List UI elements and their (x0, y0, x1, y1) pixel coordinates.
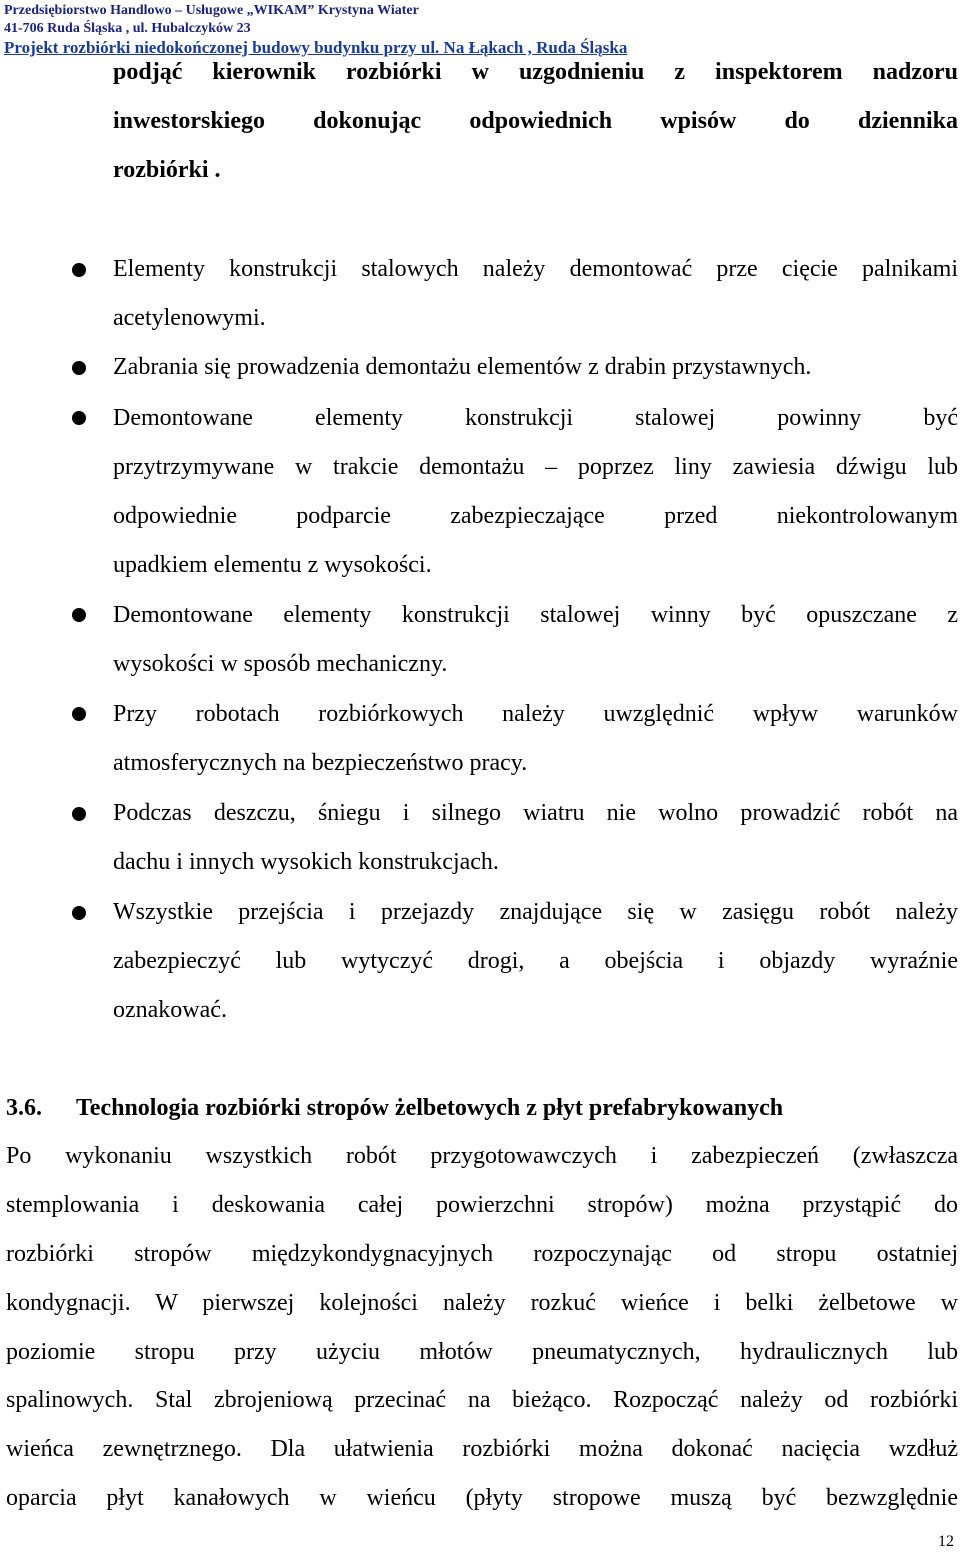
bullet-text-line: zabezpieczyć lub wytyczyć drogi, a obejścia i objazdy wyraźnie (113, 948, 958, 974)
bullet-text-line: atmosferycznych na bezpieczeństwo pracy. (113, 750, 528, 776)
paragraph-line: spalinowych. Stal zbrojeniową przecinać na bieżąco. Rozpocząć należy od rozbiórki (6, 1387, 958, 1413)
bullet-marker (72, 608, 86, 622)
section-heading (6, 1093, 783, 1123)
paragraph-line: oparcia płyt kanałowych w wieńcu (płyty stropowe muszą być bezwzględnie (6, 1485, 958, 1511)
paragraph-line: poziomie stropu przy użyciu młotów pneumatycznych, hydraulicznych lub (6, 1339, 958, 1365)
section-number: 3.6. (6, 1095, 42, 1121)
header-project: Projekt rozbiórki niedokończonej budowy budynku przy ul. Na Łąkach , Ruda Śląska (4, 38, 628, 57)
paragraph-line: rozbiórki stropów międzykondygnacyjnych rozpoczynając od stropu ostatniej (6, 1241, 958, 1267)
bullet-marker (72, 906, 86, 920)
bullet-text-line: Wszystkie przejścia i przejazdy znajdujące się w zasięgu robót należy (113, 899, 958, 925)
bullet-text-line: przytrzymywane w trakcie demontażu – poprzez liny zawiesia dźwigu lub (113, 454, 958, 480)
bullet-text-line: Demontowane elementy konstrukcji stalowej winny być opuszczane z (113, 602, 958, 628)
bullet-text-line: Zabrania się prowadzenia demontażu elementów z drabin przystawnych. (113, 354, 812, 380)
bullet-text-line: wysokości w sposób mechaniczny. (113, 651, 448, 677)
bullet-text-line: Elementy konstrukcji stalowych należy demontować prze cięcie palnikami (113, 256, 958, 282)
document-header (4, 2, 627, 57)
intro-line: podjąć kierownik rozbiórki w uzgodnieniu z inspektorem nadzoru (113, 59, 958, 85)
page-number: 12 (938, 1533, 954, 1550)
header-company: Przedsiębiorstwo Handlowo – Usługowe „WIKAM” Krystyna Wiater (4, 3, 419, 18)
intro-line: inwestorskiego dokonując odpowiednich wpisów do dziennika (113, 108, 958, 134)
paragraph-line: wieńca zewnętrznego. Dla ułatwienia rozbiórki można dokonać nacięcia wzdłuż (6, 1436, 958, 1462)
paragraph-line: stemplowania i deskowania całej powierzchni stropów) można przystąpić do (6, 1192, 958, 1218)
bullet-text-line: Demontowane elementy konstrukcji stalowej powinny być (113, 405, 958, 431)
bullet-text-line: dachu i innych wysokich konstrukcjach. (113, 849, 499, 875)
bullet-text-line: odpowiednie podparcie zabezpieczające przed niekontrolowanym (113, 503, 958, 529)
paragraph-line: kondygnacji. W pierwszej kolejności należy rozkuć wieńce i belki żelbetowe w (6, 1290, 958, 1316)
bullet-marker (72, 411, 86, 425)
bullet-text-line: oznakować. (113, 997, 227, 1023)
bullet-text-line: Podczas deszczu, śniegu i silnego wiatru nie wolno prowadzić robót na (113, 800, 958, 826)
bullet-text-line: upadkiem elementu z wysokości. (113, 552, 432, 578)
bullet-text-line: Przy robotach rozbiórkowych należy uwzględnić wpływ warunków (113, 701, 958, 727)
bullet-marker (72, 807, 86, 821)
header-address: 41-706 Ruda Śląska , ul. Hubalczyków 23 (4, 21, 251, 36)
section-title: Technologia rozbiórki stropów żelbetowych z płyt prefabrykowanych (76, 1095, 784, 1121)
paragraph-line: Po wykonaniu wszystkich robót przygotowawczych i zabezpieczeń (zwłaszcza (6, 1143, 958, 1169)
bullet-marker (72, 361, 86, 375)
bullet-marker (72, 707, 86, 721)
intro-line: rozbiórki . (113, 157, 221, 183)
bullet-marker (72, 263, 86, 277)
bullet-text-line: acetylenowymi. (113, 305, 266, 331)
